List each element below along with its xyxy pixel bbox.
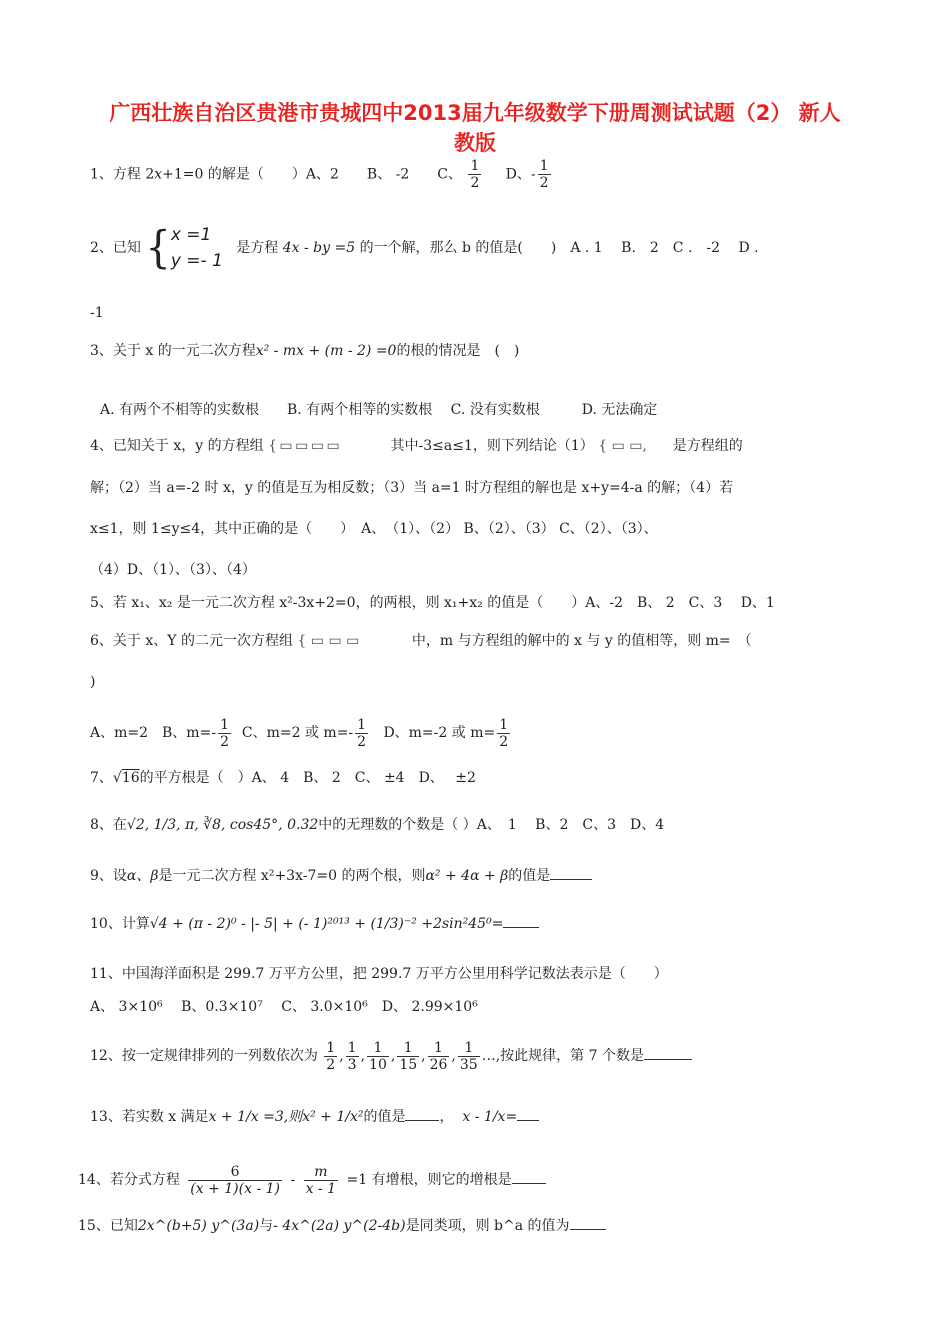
page-title [60,98,890,158]
question-15: 15、已知2x^(b+5) y^(3a)与- 4x^(2a) y^(2-4b)是同类项，则 b^a 的值为 [78,1215,860,1236]
answer-blank [570,1215,606,1230]
equation-system-image: { ▭ ▭ ▭ [297,633,360,649]
sqrt-icon: √ [112,770,122,786]
equation-system-image: { ▭ ▭ ▭ ▭ [268,438,339,454]
fraction: $\frac{1}{2}$ [220,716,229,750]
answer-blank [503,913,539,928]
question-3-options: A. 有两个不相等的实数根 B. 有两个相等的实数根 C. 没有实数根 D. 无法确定 [100,402,658,418]
fraction: $\frac{1}{35}$ [459,1039,478,1073]
question-13: 13、若实数 x 满足x + 1/x =3,则x² + 1/x²的值是 ， x - 1/x= [90,1106,860,1127]
question-8: 8、在√2, 1/3, π, ∛8, cos45°, 0.32中的无理数的个数是（ ）A、 1 B、2 C、3 D、4 [90,817,665,833]
question-4-line-2: 解；（2）当 a=-2 时 x，y 的值是互为相反数；（3）当 a=1 时方程组的解也是 x+y=4-a 的解；（4）若 [90,480,734,496]
title-line-1: 广西壮族自治区贵港市贵城四中2013届九年级数学下册周测试试题（2） 新人 [109,101,841,125]
fraction: $\frac{1}{3}$ [347,1039,357,1073]
solution-system-image: { ▭ ▭, [598,438,647,454]
question-10: 10、计算√4 + (π - 2)⁰ - |- 5| + (- 1)²⁰¹³ + (1/3)⁻² +2sin²45⁰= [90,913,860,934]
question-6: 6、关于 x、Y 的二元一次方程组 { ▭ ▭ ▭ 中，m 与方程组的解中的 x 与 y 的值相等，则 m= （ [90,633,752,649]
fraction: $\frac{1}{26}$ [429,1039,448,1073]
question-5: 5、若 x₁、x₂ 是一元二次方程 x²-3x+2=0，的两根，则 x₁+x₂ 的值是（ ）A、-2 B、 2 C、3 D、1 [90,595,775,611]
answer-blank [517,1106,539,1121]
question-11: 11、中国海洋面积是 299.7 万平方公里，把 299.7 万平方公里用科学记数法表示是（ ） [90,966,668,982]
question-6-cont: ) [90,674,96,690]
answer-blank [512,1169,546,1184]
fraction: $\frac{1}{2}$ [499,716,509,750]
fraction: $\frac{1}{2}$ [470,158,480,191]
question-7: 7、√16的平方根是（ ）A、 4 B、 2 C、 ±4 D、 ±2 [90,770,476,786]
answer-blank [550,865,592,880]
title-line-2: 教版 [454,131,496,155]
fraction: $\frac{1}{2}$ [539,158,549,191]
question-3: 3、关于 x 的一元二次方程x² - mx + (m - 2) =0的根的情况是 ( ) [90,343,520,359]
equation-system: x =1 y =- 1 [170,225,223,271]
question-12: 12、按一定规律排列的一列数依次为 $\frac{1}{2}$ , $\frac{1}{3}$ , $\frac{1}{10}$ , $\frac{1}{15}$ , $\frac{1}{26}$ , $\frac{1}{35}$ …,按此规律，第 7 个数是 [90,1038,860,1074]
fraction: $\frac{1}{15}$ [399,1039,418,1073]
question-1: 1、方程 2x+1=0 的解是（ ）A、2 B、 -2 C、 $\frac{1}{2}$ D、- $\frac{1}{2}$ [90,158,549,191]
question-4-line-4: （4）D、（1）、（3）、（4） [90,562,256,578]
fraction: $\frac{6}{(x + 1)(x - 1)}$ [190,1163,280,1197]
fraction: $\frac{1}{2}$ [357,716,367,750]
fraction: $\frac{m}{x - 1}$ [305,1163,337,1197]
fraction: $\frac{1}{2}$ [326,1039,336,1073]
answer-blank [405,1106,439,1121]
question-4-line-3: x≤1，则 1≤y≤4，其中正确的是（ ） A、 （1）、（2） B、（2）、（3） C、（2）、（3）、 [90,521,658,537]
question-6-options: A、m=2 B、m=- $\frac{1}{2}$ C、m=2 或 m=- $\frac{1}{2}$ D、m=-2 或 m= $\frac{1}{2}$ [90,716,509,750]
question-2: 2、已知 { x =1 y =- 1 是方程 4x - by =5 的一个解，那么 b 的值是( ) A . 1 B. 2 C . -2 D . [90,222,759,274]
question-9: 9、设α、β是一元二次方程 x²+3x-7=0 的两个根，则α² + 4α + β的值是 [90,865,860,886]
question-14: 14、若分式方程 $\frac{6}{(x + 1)(x - 1)}$ - $\frac{m}{x - 1}$ =1 有增根，则它的增根是 [78,1160,860,1200]
brace-icon: { [145,222,171,274]
question-11-options: A、 3×10⁶ B、0.3×10⁷ C、 3.0×10⁶ D、 2.99×10⁶ [90,999,478,1015]
question-4: 4、已知关于 x，y 的方程组 { ▭ ▭ ▭ ▭ 其中-3≤a≤1，则下列结论（1） { ▭ ▭, 是方程组的 [90,438,743,454]
question-2-cont: -1 [90,305,104,321]
fraction: $\frac{1}{10}$ [369,1039,387,1073]
answer-blank [644,1045,692,1060]
